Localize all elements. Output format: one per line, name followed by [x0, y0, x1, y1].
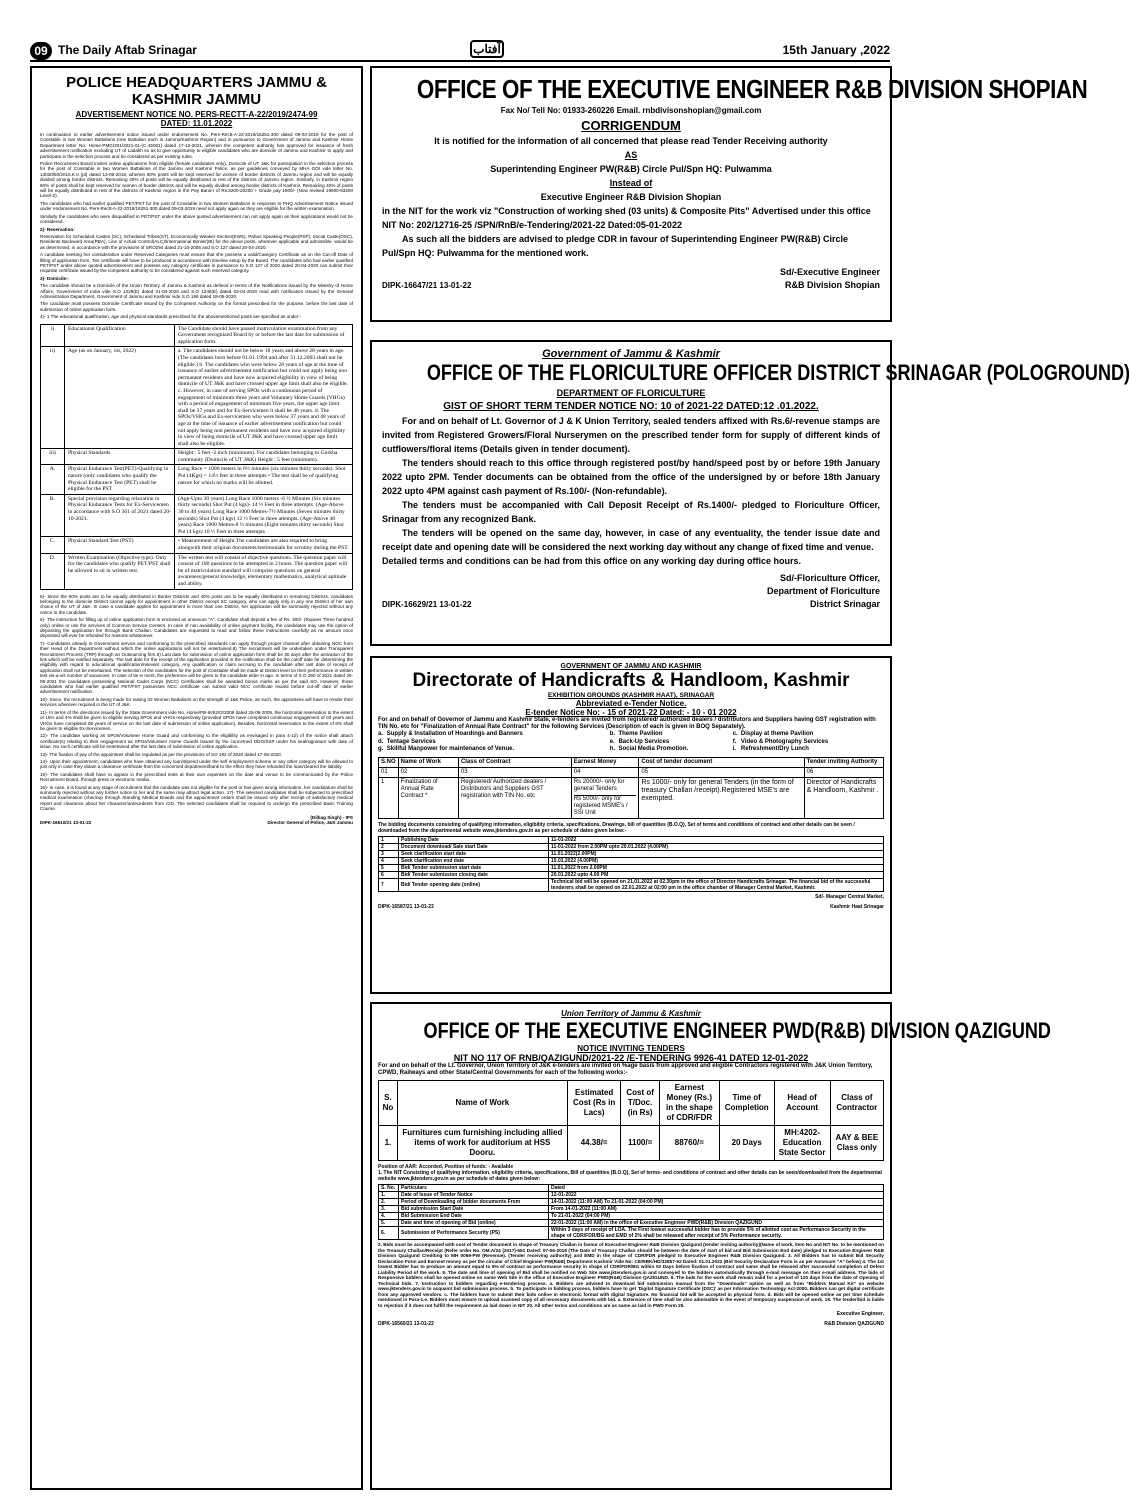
cell: Bid/ Tender submission closing date	[399, 871, 549, 878]
page-number: 09	[30, 42, 52, 60]
cell	[571, 777, 639, 818]
service-letter: e.	[609, 738, 615, 745]
paragraph: The candidates who had earlier qualified PET/PST for the post of Constable in two Women Battalions in response to PHQ Advertisement Notice issued under endorsement No. Pers-Rectt-A-22-2019/16251-300 dated 09-03-2019 need not apply again as they are eligible for the written examination.	[40, 200, 353, 212]
cell: 11.01.2022 from 2.00PM	[549, 864, 884, 871]
signature-line: R&B Division QAZIGUND	[824, 1321, 884, 1327]
column-header: Time of Completion	[719, 1081, 774, 1126]
row-number: D.	[41, 553, 65, 589]
services-list	[378, 731, 884, 754]
cell: From 14-01-2022 (11:00 AM)	[549, 1206, 884, 1213]
table-row	[41, 324, 353, 347]
criterion: Special provision regarding relaxation in Physical Endurance Tests for Ex-Servicemen in accordance with S.O 361 of 2021 dated 20-10-2021.	[65, 494, 175, 537]
cell: 1100/=	[621, 1126, 659, 1161]
corrigendum-heading: CORRIGENDUM	[581, 118, 681, 133]
eligibility-table	[40, 324, 353, 590]
service-label: Supply & Installation of Hoardings and Banners	[386, 731, 523, 737]
column-header: Estimated Cost (Rs in Lacs)	[567, 1081, 621, 1126]
paragraph: Police Recruitment Board invites online applications from eligible (female candidates only), Domicile of UT J&K for participation in the selection process for the post of Constable in two Women Battalions of the Jammu and Kashmir Police, as per guidelines conveyed by MHA GOI vide letter No. 13030/50/2015.K.II (pt) dated 13-06-2018, wherein 60% posts will be kept reserved for women of border districts of Jammu region and will be equally divided among border districts. Remaining 40% of posts will be equally distributed to rest of the districts of Jammu region. Similarly, in Kashmir region 60% of posts shall be kept reserved for women of border districts and will be equally divided among border districts of Kashmir. Remaining 40% of posts will be equally distributed in rest of the districts of Kashmir region in the Pay Band-I of Rs.5200-20200 + Grade pay 1900/- (Now revised 19900-63200 Level-2).	[40, 161, 353, 199]
cell: Registered/ Authorized dealers / Distributors and Suppliers GST registration with TIN No. etc	[458, 777, 571, 818]
cell: Rs 1000/- only for general Tenders (in the form of treasury Challan /receipt).Registered MSE's are exempted.	[639, 777, 804, 818]
signature-line: Kashmir Haat Srinagar	[830, 903, 884, 910]
column-header: Class of Contract	[458, 757, 571, 767]
service-letter: c.	[732, 731, 738, 737]
point: 14)- Upon their appointment, candidates who have obtained any loan/stipend under the self employment scheme or any other category will be allowed to join only in case they obtain a clearance certificate from the concerned department/bank to the effect they have refunded the loan/cleared the liability.	[40, 758, 353, 770]
column-number: 06	[804, 767, 883, 777]
table-row	[379, 850, 884, 857]
row-number: C.	[41, 537, 65, 553]
paragraph: For and on behalf of Lt. Governor of J & K Union Territory, sealed tenders affixed with Rs.6/-revenue stamps are invited from Registered Growers/Floral Nurserymen on the prescribed tender form for supply of different kinds of cutflowers/floral items (Details given in tender document).	[382, 416, 880, 454]
criterion: Physical Standard Test (PST)	[65, 537, 175, 553]
cell: Finalization of Annual Rate Contract *	[398, 777, 458, 818]
dipk-reference: DIPK-16610/21 13-01-22	[40, 820, 92, 825]
signer-designation: Director General of Police, J&K Jammu	[267, 820, 353, 825]
point: 6)- The instruction for filling up of online application form is enclosed as annexure "A". Candidate shall deposit a fee of Rs. 300/- (Rupees Three hundred only) online or use the services of Common Service Centers. In case of non availability of online payment facility, the candidates may use the option of depositing the application fee through Bank Challan. Candidates are requested to read and follow these instructions carefully as no amount once deposited will ever be refunded for reasons whatsoever.	[40, 617, 353, 639]
criterion: Physical Endurance Test(PET)-Qualifying in nature (only candidates who qualify the Physical Endurance Test (PET) shall be eligible for the PST	[65, 465, 175, 494]
cell: 3	[379, 850, 399, 857]
service-letter: g.	[378, 746, 384, 752]
column-header: S. No	[379, 1081, 398, 1126]
point: 1. The NIT Consisting of qualifying information, eligibility criteria, specifications, Bill of quantities (B.O.Q), Set of terms- and conditions of contract and other details can be seen/downloaded from the departmental website www.jktenders.gov.in as per schedule of dates given below:	[378, 1170, 882, 1182]
criterion: Educational Qualification	[65, 324, 175, 347]
service-label: Refreshment/Dry Lunch	[740, 746, 809, 752]
criterion: Age (as on January, 1st, 2022)	[65, 347, 175, 449]
cell: 5.	[379, 1220, 399, 1227]
column-header: Cost of tender document	[639, 757, 804, 767]
nit-heading: NOTICE INVITING TENDERS	[577, 1044, 685, 1053]
subtitle: EXHIBITION GROUNDS (KASHMIR HAAT), SRINAGAR	[547, 692, 715, 699]
cell: 6	[379, 871, 399, 878]
table-row	[41, 465, 353, 494]
column-number: 03	[458, 767, 571, 777]
column-header: Dated	[549, 1185, 884, 1192]
cell: Bid/ Tender opening date (online)	[399, 878, 549, 891]
schedule-table	[378, 1184, 884, 1240]
notice-title: OFFICE OF THE EXECUTIVE ENGINEER R&B DIVISION SHOPIAN	[416, 74, 1088, 104]
notice-title: Directorate of Handicrafts & Handloom, Kashmir	[412, 670, 850, 691]
criterion-detail: (Age-Upto 30 years) Long Race 1000 meters -6 ½ Minutes (Six minutes thirty seconds) Shot Put (4 kgs)- 14 ½ Feet in three attempts. (Age-Above 30 to 40 years) Long Race 1000 Metres-7½ Minutes (Seven minutes thirty seconds) Shot Put (4 kgs) 12 ½ Feet in three attempts. (Age-Above 40 years) Race 1000 Metres-8 ½ minutes (Eight minutes thirty seconds) Shot Put (4 kgs) 10 ½ Feet in three attempts	[175, 494, 353, 537]
row-number: A.	[41, 465, 65, 494]
cell: 14-01-2022 (11:00 AM) To 21-01-2022 (04:00 PM)	[549, 1199, 884, 1206]
notice-title: OFFICE OF THE FLORICULTURE OFFICER DISTRICT SRINAGAR (POLOGROUND)	[426, 360, 1130, 385]
table-row	[379, 1206, 884, 1213]
column-number: 02	[398, 767, 458, 777]
cell: 1	[379, 836, 399, 843]
nit-number: NIT NO 117 OF RNB/QAZIGUND/2021-22 /E-TENDERING 9926-41 DATED 12-01-2022	[453, 1053, 809, 1063]
column-number: 05	[639, 767, 804, 777]
paragraph: Similarly the candidates who were disqualified in PET/PST under the above quoted advertisement can not apply again as their applications would not be considered.	[40, 213, 353, 225]
cell: 7	[379, 878, 399, 891]
ad-date: DATED: 11.01.2022	[160, 119, 233, 128]
column-header: Head of Account	[774, 1081, 830, 1126]
paragraph: A candidate seeking her consideration under Reserved Categories must ensure that she possess a valid/Category Certificate as on the Cut-off Date of filling of application form, Tire certificate will have to be produced in accordance with timeline setup by the Board. The candidates who had earlier qualified PET/PST under above quoted advertisement and possess any category certificate in pursuance to S.O 127 of 2020 dated 20-04-2020 can submit their requisite certificate issued by the competent authority to be considered against such reserved category.	[40, 252, 353, 274]
cell: 11-01-2022	[549, 836, 884, 843]
government-line: GOVERNMENT OF JAMMU AND KASHMIR	[560, 663, 702, 670]
ad-title: POLICE HEADQUARTERS JAMMU & KASHMIR JAMMU	[66, 74, 327, 108]
qazigund-nit	[370, 1002, 1051, 1490]
cell: 22-01-2022 (11:00 AM) in the office of Executive Engineer PWD(R&B) Division QAZIGUND	[549, 1220, 884, 1227]
cell: Publishing Date	[399, 836, 549, 843]
cell: 6.	[379, 1227, 399, 1240]
notice-line: It is notified for the information of all concerned that please read Tender Receiving authority	[434, 136, 828, 146]
signature-line: Department of Floriculture	[766, 586, 880, 596]
column-header: Earnest Money (Rs.) in the shape of CDR/FDR	[659, 1081, 719, 1126]
table-row	[41, 494, 353, 537]
cell: 1	[379, 777, 399, 818]
table-row	[379, 857, 884, 864]
table-row	[41, 553, 353, 589]
cell: AAY & BEE Class only	[830, 1126, 883, 1161]
service-label: Theme Pavilion	[618, 731, 663, 737]
point: 12)- The candidate working as SPOs/Volunteer Home Guard and conforming to the eligibility as envisaged in para 4-1(i) of the notice shall attach certificate(s) relating to their engagement as SPOs/Volunteer Home Guards issued by the concerned DDO/SSP under his seal/signature with date of issue. No such certificate will be entertained after the last date of submission of online application.	[40, 733, 353, 750]
newspaper-name: The Daily Aftab Srinagar	[58, 43, 197, 57]
cell: Furnitures cum furnishing including allied items of work for auditorium at HSS Dooru.	[397, 1126, 567, 1161]
signature-line: District Srinagar	[809, 599, 880, 609]
cell: Bid/ Tender submission start date	[399, 864, 549, 871]
signature-block	[40, 815, 353, 826]
cell: 11-01-2022 from 2.00PM upto 20.01.2022 (4.00PM)	[549, 843, 884, 850]
issue-date: 15th January ,2022	[782, 43, 890, 57]
numbered-points	[40, 594, 353, 812]
criterion: Written Examination (Objective type). Only for the candidates who qualify PET/PST shall be allowed to sit in written test.	[65, 553, 175, 589]
em-msme: Rs 5000/- only for registered MSME's / SSI Unit	[574, 795, 637, 817]
notice-line: Executive Engineer R&B Division Shopian	[540, 192, 722, 202]
cell: 20.01.2022 upto 4.00 PM	[549, 871, 884, 878]
abbreviated-heading: Abbreviated e-Tender Notice.	[575, 699, 687, 708]
newspaper-logo: آفتاب	[470, 40, 504, 58]
column-number: 01	[379, 767, 399, 777]
table-row	[379, 1220, 884, 1227]
paragraph: Detailed terms and conditions can be had from this office on any working day during office hours.	[382, 556, 802, 566]
paragraph: The tenders must be accompanied with Call Deposit Receipt of Rs.1400/- pledged to Floriculture Officer, Srinagar from any recognized Bank.	[382, 500, 880, 524]
schedule-table	[378, 836, 884, 892]
row-number: ii)	[41, 347, 65, 449]
criterion-detail: The Candidate should have passed matriculation examination from any Government recognized Board by or before the last date for submission of application form.	[175, 324, 353, 347]
service-letter: i.	[732, 746, 737, 752]
ad-number: ADVERTISEMENT NOTICE NO. PERS-RECTT-A-22/2019/2474-99	[75, 110, 318, 119]
table-row	[41, 449, 353, 465]
point: 15)- The candidates shall have to appear in the prescribed tests at their own expenses on the date and venue to be communicated by the Police Recruitment Board, through press or electronic media.	[40, 771, 353, 783]
table-row	[379, 1199, 884, 1206]
point: 10)- Since, the recruitment is being made for raising 02 Women Battalions on the strength of J&K Police, as such, the appointees will have to render their services wherever required in the UT of J&K.	[40, 696, 353, 708]
point: 7)- Candidates already in Government service and conforming to the prescribed standards can apply through proper channel after obtaining NOC from their Head of the Department without which the online applications will not be entertained.8) The recruitment will be undertaken under Transparent Recruitment Process (TRP) through an Outsourcing firm.9) Last date for submission of online application form shall be 30 days after the activation of the link which will be notified separately. The last date for the receipt of the application provided in the notification shall be the cutoff date for determining the eligibility with regard to educational qualification/relevant category. Any qualification or claim accruing to the candidate after last date of receipt of application shall not be entertained. The selection of the candidates for the post of Constable shall be made at District level on their performance in written test vis-a-vis number of vacancies. In case of tie in merit, the preference will be given to the candidate elder in age. In terms of S.O 290 of 2021 dated 20-08-2021 the candidates possessing National Cadet Corps (NCC) Certificates shall be awarded bonus marks as per the said SO. However, those candidates who had earlier qualified PET/PST possesses NCC certificate can submit valid NCC certificate issued before cut-off date of earlier advertisement notification.	[40, 640, 353, 695]
cell: Seek clarification start date	[399, 850, 549, 857]
signature-line: Executive Engineer,	[836, 1311, 884, 1317]
criterion-detail: Long Race = 1000 meters in 6½ minutes (six minutes thirty seconds). Shot Put (4Kgs) = 14½ feet in three attempts • The test shall be of qualifying nature for which no marks will be allotted.	[175, 465, 353, 494]
floriculture-notice	[370, 340, 1130, 646]
cell: 2	[379, 843, 399, 850]
cell: 5	[379, 864, 399, 871]
cell: MH:4202-Education State Sector	[774, 1126, 830, 1161]
cell: Bid submission Start Date	[399, 1206, 549, 1213]
signature-line: Sd/-Executive Engineer	[779, 267, 880, 277]
em-general: Rs 20000/- only for general Tenders	[573, 778, 625, 792]
police-hq-advertisement	[30, 66, 363, 1490]
cell: Submission of Performance Security (PS)	[399, 1227, 549, 1240]
intro-paragraph: For and on behalf of Governor of Jammu and Kashmir State, e-tenders are invited from registered/ authorized dealers / distributors and Suppliers having GST registration with TIN No. etc for "Finalization of Annual Rate Contract" for the following Services (Description of each is given in BOQ Separately).	[378, 717, 876, 730]
shopian-corrigendum	[370, 66, 1088, 322]
column-header: Tender inviting Authority	[804, 757, 883, 767]
work-table	[378, 1080, 884, 1161]
table-row	[379, 836, 884, 843]
row-number: i)	[41, 324, 65, 347]
cell: Within 3 days of receipt of LOA. The First lowest successful bidder has to provide 5% of allotted cost as Performance Security in the shape of CDR/FDR/BG and EMD of 2% shall be released after receipt of 5% Performance security.	[549, 1227, 884, 1240]
service-letter: a.	[378, 731, 384, 737]
notice-line: Superintending Engineer PW(R&B) Circle Pul/Spn HQ: Pulwamma	[490, 164, 772, 174]
service-label: Back-Up Services	[618, 738, 670, 745]
column-header: S. No.	[379, 1185, 399, 1192]
signature-line: R&B Division Shopian	[784, 280, 880, 290]
point: 13)- The fixation of pay of the appointees shall be regulated as per the provisions of SO 192 of 2020 dated 17-06-2020.	[40, 751, 283, 757]
cell: 4	[379, 857, 399, 864]
cell: Date of Issue of Tender Notice	[399, 1192, 549, 1199]
criterion-detail: • Measurement of Height The candidates are also required to bring alongwith their original documents/testimonials for scrutiny during the PST.	[175, 537, 353, 553]
cell: 20 Days	[719, 1126, 774, 1161]
signature-line: Sd/-Floriculture Officer,	[779, 573, 880, 583]
criterion-detail: The written test will consist of objective questions. The question paper will consist of 100 questions to be attempted in 2 hours. The question paper will be of matriculation standard will comprise questions on general awareness/general knowledge, elementary mathematics, analytical aptitude and ability.	[175, 553, 353, 589]
paragraph: The candidate should be a Domicile of the Union Territory of Jammu & Kashmir as defined in terms of the Notifications issued by the Ministry of Home Affairs, Government of India vide S.O 1229(E) dated 31-03-2020 and S.O 1245(E) dated 03-04-2020 read with notification issued by the General Administration Department, Government of Jammu and Kashmir vide S.O 166 dated 18-05-2020.	[40, 283, 353, 299]
service-row	[378, 731, 884, 739]
service-letter: f.	[732, 738, 737, 745]
instead-label: Instead of	[609, 178, 653, 188]
table-row	[379, 1192, 884, 1199]
paragraph: The tenders will be opened on the same day, however, in case of any eventuality, the tender issue date and receipt date and opening date will be considered the next working day without any change of fixed time and venue.	[382, 528, 880, 552]
cell: 4.	[379, 1213, 399, 1220]
service-letter: d.	[378, 738, 384, 745]
service-row	[378, 739, 884, 747]
table-row	[379, 1227, 884, 1240]
criterion: Physical Standards	[65, 449, 175, 465]
dipk-reference: DIPK-16647/21 13-01-22	[382, 281, 472, 290]
row-number: B.	[41, 494, 65, 537]
paragraph: The candidate must possess Domicile Certificate issued by the Competent Authority on the format prescribed for the purpose, before the last date of submission of online application form.	[40, 301, 353, 312]
note: The bidding documents consisting of qualifying information, eligibility criteria, specifications, Drawings, bill of quantities (B.O.Q), Set of terms and conditions of contract and other details can be seen / downloaded from the departmental website www.jktenders.gov.in as per schedule of dates given below:-	[378, 821, 855, 834]
criterion-detail: a. The candidates should not be below 18 years and above 28 years in age. (The candidates born before 01.01.1994 and after 31.12.2003 shall not be eligible.) b. The candidates who were below 28 years of age at the time of issuance of earlier advertisement notification but could not apply being non permanent residents and have now acquired eligibility in view of being domicile of UT J&K and have crossed upper age limit shall also be eligible. c. However, in case of serving SPOs with a continuous period of engagement of minimum three years and Voluntary Home Guards (VHGs) with a period of engagement of minimum five years, the upper age limit shall be 37 years and for Ex-Servicemen it shall be 48 years. d. The SPOs/VHGs and Ex-servicemen who were below 37 years and 48 years of age at the time of issuance of earlier advertisement notification but could not apply being non permanent residents and have now acquired eligibility in view of being domicile of UT J&K and have crossed upper age limit shall also be eligible.	[175, 347, 353, 449]
column-header: Class of Contractor	[830, 1081, 883, 1126]
signature-line: Sd/- Manager Central Market,	[815, 893, 884, 900]
signer-name: (Dilbag Singh) - IPS	[310, 814, 353, 820]
cell: 44.38/=	[567, 1126, 621, 1161]
row-number: iii)	[41, 449, 65, 465]
notice-line: As such all the bidders are advised to pledge CDR in favour of Superintending Engineer PW(R&B) Circle Pul/Spn HQ: Pulwamma for the mentioned work.	[382, 234, 849, 258]
point: 16)- In case, it is found at any stage of recruitment that the candidate was not eligible for the post or has given wrong information, her candidature shall be summarily rejected without any further notice to her and the same may attract legal action. 17)- The selected candidates shall be subjected to prescribed medical examination (checkup through Standing Medical Boards and the appointment orders shall be issued only after receipt of satisfactory medical report and clearance about her character/antecedents from CID. The selected candidates shall be required to undergo the prescribed Basic Training Course.	[40, 784, 353, 812]
department-line: DEPARTMENT OF FLORICULTURE	[556, 388, 706, 398]
intro-paragraph: For and on behalf of the Lt. Governor, Union Territory of J&K e-tenders are invited on %age basis from approved and eligible Contractors registered with J&K Union Territory, CPWD, Railways and other State/Central Governments for each of the following works:-	[378, 1063, 873, 1076]
position-line: Position of AAR: Accorded, Position of funds: - Available	[378, 1164, 514, 1170]
table-row	[41, 347, 353, 449]
cell: 3.	[379, 1206, 399, 1213]
government-line: Union Territory of Jammu & Kashmir	[561, 1009, 701, 1018]
tender-table	[378, 757, 884, 819]
column-header: Particulars	[399, 1185, 549, 1192]
reservation-heading: 2)- Reservation:	[40, 226, 75, 232]
dipk-reference: DIPK-16560/21 13-01-22	[378, 1321, 434, 1327]
service-label: Video & Photography Services	[740, 738, 829, 745]
table-row	[379, 871, 884, 878]
table-row	[41, 537, 353, 553]
point: 5)- Since the 60% posts are to be equally distributed in Border Districts and 40% posts are to be equally distributed in remaining Districts, candidates belonging to the domicile District cannot apply for appointment in other District except SC category, who can apply only in any one District of her own choice of the UT of J&K. In case a candidate applies for appointment in more than one District, her application will be summarily rejected without any notice to the candidate.	[40, 593, 353, 615]
as-label: AS	[624, 150, 638, 160]
cell: 88760/=	[659, 1126, 719, 1161]
domicile-heading: 3)- Domicile:-	[40, 275, 70, 281]
service-label: Display at theme Pavilion	[740, 731, 814, 737]
cell: Date and time of opening of Bid (online)	[399, 1220, 549, 1227]
dipk-reference: DIPK-16587/21 13-01-22	[378, 903, 434, 910]
paragraph: Reservation for Scheduled Castes (SC), Scheduled Tribes(ST), Economically Weaker Section(EWS), Pahari Speaking People(PSP), Social Caste(OSC), Residents Backward Area(RBA), Line of Actual Control(ALC)/International Border(IB) for the above posts, wherever applicable and admissible, would be as determined, in accordance with the provisions of SRO294 dated 21-10-2005 and S.O 127 dated 20-04-2020.	[40, 233, 353, 250]
government-line: Government of Jammu & Kashmir	[542, 348, 720, 360]
cell: Seek clarification end date	[399, 857, 549, 864]
column-header: Name of Work	[397, 1081, 567, 1126]
cell: Director of Handicrafts & Handloom, Kashmir .	[804, 777, 883, 818]
cell: 2.	[379, 1199, 399, 1206]
service-label: Tentage Services	[386, 738, 436, 745]
service-label: Skillful Manpower for maintenance of Venue.	[386, 746, 515, 752]
cell: 11.01.2022(2.00PM)	[549, 850, 884, 857]
table-row	[379, 1185, 884, 1192]
tender-notice-number: E-tender Notice No: - 15 of 2021-22 Dated: - 10 - 01 2022	[525, 708, 737, 717]
column-number: 04	[571, 767, 639, 777]
notice-title: OFFICE OF THE EXECUTIVE ENGINEER PWD(R&B) DIVISION QAZIGUND	[423, 1018, 1051, 1043]
service-letter: h.	[609, 746, 616, 752]
tender-notice-number: GIST OF SHORT TERM TENDER NOTICE NO: 10 of 2021-22 DATED:12 .01.2022.	[443, 401, 819, 412]
table-row	[379, 864, 884, 871]
handicrafts-tender-notice	[370, 656, 892, 994]
masthead	[30, 40, 890, 62]
notice-line: in the NIT for the work viz "Construction of working shed (03 units) & Composite Pits" Advertised under this office NIT No: 202/12716-25 /SPN/RnB/e-Tendering/2021-22 Dated:05-01-2022	[382, 206, 871, 230]
table-row	[379, 878, 884, 891]
column-header: Cost of T/Doc. (in Rs)	[621, 1081, 659, 1126]
paragraph: The tenders should reach to this office through registered post/by hand/speed post by or before 19th January 2022 upto 2PM. Tender documents can be obtained from the office of the undersigned by or before 18th January 2022 upto 4PM against cash payment of Rs.100/- (Non-refundable).	[382, 458, 880, 496]
cell: 1.	[379, 1192, 399, 1199]
paragraph: In continuation to earlier advertisement notice issued under endorsement No. Pers-Rectt-A-22-2019/16251-300 dated 09-03-2019 for the post of Constable in two Women Battalions (one Battalion each in Jammu/Kashmir Region) and in pursuance to Government of Jammu and Kashmir Home Department letter No. Home-PMG/201/2021-01-(C-45001) dated 17-12-2021, wherein the competent authority has approved for issuance of fresh advertisement notification excluding UT of Ladakh so as to give opportunity to eligible candidates who are domicile of Jammu and Kashmir to apply and participate in the selection process and be considered as per existing rules.	[40, 132, 353, 159]
cell: Bid Submission End Date	[399, 1213, 549, 1220]
cell: 15.01.2022 (4.00PM)	[549, 857, 884, 864]
service-letter: b.	[609, 731, 616, 737]
service-label: Social Media Promotion.	[618, 746, 689, 752]
criterion-detail: Height : 5 feet -2 inch (minimum). For candidates belonging to Gorkha community (Domicile of UT J&K) Height : 5 feet (minimum).	[175, 449, 353, 465]
cell: Technical bid will be opened on 21.01.2022 at 02.30pm in the office of Director Handicrafts Srinagar. The financial bid of the successful tenderers shall be opened on 22.01.2022 at 02:00 pm in the office chamber of Manager Central Market, Kashmir.	[549, 878, 884, 891]
terms-paragraph: 2. Bids must be accompanied with cost of Tender document in shape of Treasury Challan in favour of Executive Engineer R&B Division Qazigund (tender inviting authority)(Name of work, item No and NIT No. to be mentioned on the Treasury Challan/Receipt (Refer order No. OM.A/24 (2017)-651 Dated: 07-06-2018 (The Date of Treasury Challan should be between the date of start of bid and Bid Submission End date) pledged to Executive Engineer R&B Division Qazigund Crediting to MH 0059-PW (Revenue). (Tender receiving authority) and EMD in the shape of CDR/FDR pledged to Executive Engineer R&B Division Qazigund. 3. All Bidders has to submit Bid Security Declaration Form and Earnest money as per the circular of Chief Engineer PW(R&B) Department Kashmir Vide No: CE/RBK/HD/32857-92 Dated: 01.01.2022 (Bid Security Declaration Form is as per Annexure "A" below) 4. The 1st lowest Bidder has to produce an amount equal to 5% of contract as performance security in shape of CDR/FDR/BG within 02 Days before fixation of contract and same shall be released after successful completion of Defect Liability Period of the work. 5. The date and time of opening of Bid shall be notified on Web Site www.jktenders.gov.in and conveyed to the bidders automatically through e-mail message on their e-mail address. The bids of Responsive bidders shall be opened online on same Web Site in the office of Executive Engineer PWD(R&B) Division QAZIGUND. 6. The bids for the work shall remain valid for a period of 120 days from the date of Opening of Technical bids. 7. Instruction to bidders regarding e-tendering process. a. Bidders are advised to download bid submission manual from the "Downloads" option as well as from "Bidders Manual Kit" on website www.jktenders.gov.in to acquaint bid submission process. b. To participate in bidding process, bidders have to get 'Digital Signature Certificate (DSC)' as per Information Technology Act-2000. Bidders can get digital certificate from any approved vendors. c. The bidders have to submit their bids online in electronic format with digital Signature. No financial bid will be accepted in physical form. d. Bids will be opened online as per time schedule mentioned in Para-1.e. Bidders must ensure to upload scanned copy of all necessary documents with bid. a. Extension of time shall be also admissible in the event of temporary suspension of work. 19. The tender/bid is liable to rejection if it does not fulfill the requirement as laid down in NIT 20. All other terms and conditions are as same as laid in PWD Form 25.	[378, 1242, 884, 1308]
column-header: Earnest Money	[571, 757, 639, 767]
cell: Document download/ Sale start Date	[399, 843, 549, 850]
point: 11)- In terms of the directions issued by the State Government vide No. Home/PB-III/62/G/2008 dated 25-09-2009, the horizontal reservation to the extent of 15% and 4% shall be given to eligible serving SPOs and VHGs respectively (provided SPOs have completed continuous engagement of 03 years and VHGs have completed 05 years of service on the last date of submission of online application). Besides, horizontal reservation to the extent of 6% shall be given to eligible Ex-Servicemen.	[40, 709, 353, 731]
contact-line: Fax No/ Tell No: 01933-260226 Email. rnbdivisonshopian@gmail.com	[500, 106, 762, 115]
cell: To 21-01-2022 (04:00 PM)	[549, 1213, 884, 1220]
cell: 12-01-2022	[549, 1192, 884, 1199]
cell: 1.	[379, 1126, 398, 1161]
column-header: Name of Work	[398, 757, 458, 767]
paragraph: 4)- 1 The educational qualification, age and physical standards prescribed for the abovementioned posts are specified as under:-	[40, 314, 302, 320]
cell: Period of Downloading of bidder documents From	[399, 1199, 549, 1206]
column-header: S.NO	[379, 757, 399, 767]
service-row	[378, 746, 884, 754]
intro-paragraphs	[40, 132, 353, 320]
table-row	[379, 843, 884, 850]
table-row	[379, 1213, 884, 1220]
dipk-reference: DIPK-16629/21 13-01-22	[382, 600, 472, 609]
